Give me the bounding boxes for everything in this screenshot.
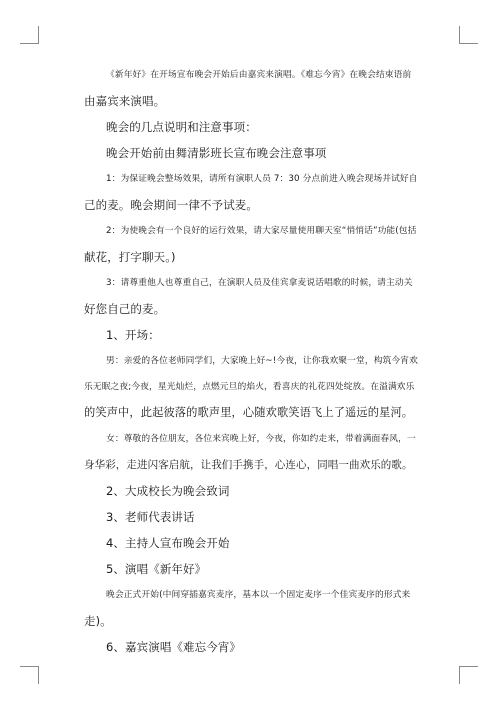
section-heading: 2、大成校长为晚会致词 — [106, 484, 230, 498]
paragraph-line: 女：尊敬的各位朋友，各位来宾晚上好，今夜，你如约走来，带着满面春风，一 — [106, 434, 416, 444]
paragraph-line: 身华彩，走进闪客启航，让我们手携手，心连心，同唱一曲欢乐的歌。 — [84, 459, 413, 471]
crop-mark-top-left — [38, 26, 39, 44]
crop-mark-top-right — [459, 26, 460, 44]
section-heading: 4、主持人宣布晚会开始 — [106, 536, 230, 550]
crop-mark-bottom-left — [20, 666, 39, 667]
paragraph-line: 走)。 — [84, 614, 112, 628]
paragraph-line: 《新年好》在开场宣布晚会开始后由嘉宾来演唱。《难忘今宵》在晚会结束语前 — [106, 70, 412, 80]
paragraph-line: 由嘉宾来演唱。 — [84, 94, 166, 108]
paragraph-line: 男：亲爱的各位老师同学们，大家晚上好~!今夜，让你我欢聚一堂，构筑今宵欢 — [106, 356, 418, 366]
paragraph-line: 3：请尊重他人也尊重自己，在演职人员及佳宾拿麦说话唱歌的时候，请主动关 — [106, 278, 413, 288]
section-heading: 1、开场： — [106, 328, 160, 342]
crop-mark-bottom-right — [459, 666, 460, 684]
paragraph-line: 献花，打字聊天。) — [84, 250, 176, 264]
section-heading: 5、演唱《新年好》 — [106, 562, 207, 576]
paragraph-line: 晚会开始前由舞清影班长宣布晚会注意事项 — [106, 146, 327, 160]
paragraph-line: 1：为保证晚会整场效果，请所有演职人员 7：30 分点前进入晚会现场并试好自 — [106, 174, 418, 184]
section-heading: 3、老师代表讲话 — [106, 510, 195, 524]
paragraph-line: 己的麦。晚会期间一律不予试麦。 — [84, 198, 258, 212]
paragraph-line: 乐无眠之夜;今夜，星光灿烂，点燃元旦的焰火，看喜庆的礼花四处绽放。在溢满欢乐 — [84, 382, 415, 392]
crop-mark-bottom-left — [38, 666, 39, 684]
paragraph-line: 2：为使晚会有一个良好的运行效果，请大家尽量使用聊天室“悄悄话”功能(包括 — [106, 226, 417, 236]
crop-mark-top-left — [20, 43, 39, 44]
paragraph-line: 的笑声中，此起彼落的歌声里，心随欢歌笑语飞上了遥远的星河。 — [84, 406, 414, 419]
paragraph-line: 好您自己的麦。 — [84, 302, 166, 316]
paragraph-line: 晚会正式开始(中间穿插嘉宾麦序，基本以一个固定麦序一个佳宾麦序的形式来 — [106, 590, 411, 600]
crop-mark-bottom-right — [459, 666, 478, 667]
paragraph-line: 晚会的几点说明和注意事项： — [106, 120, 257, 134]
section-heading: 6、嘉宾演唱《难忘今宵》 — [106, 640, 242, 654]
crop-mark-top-right — [459, 43, 478, 44]
